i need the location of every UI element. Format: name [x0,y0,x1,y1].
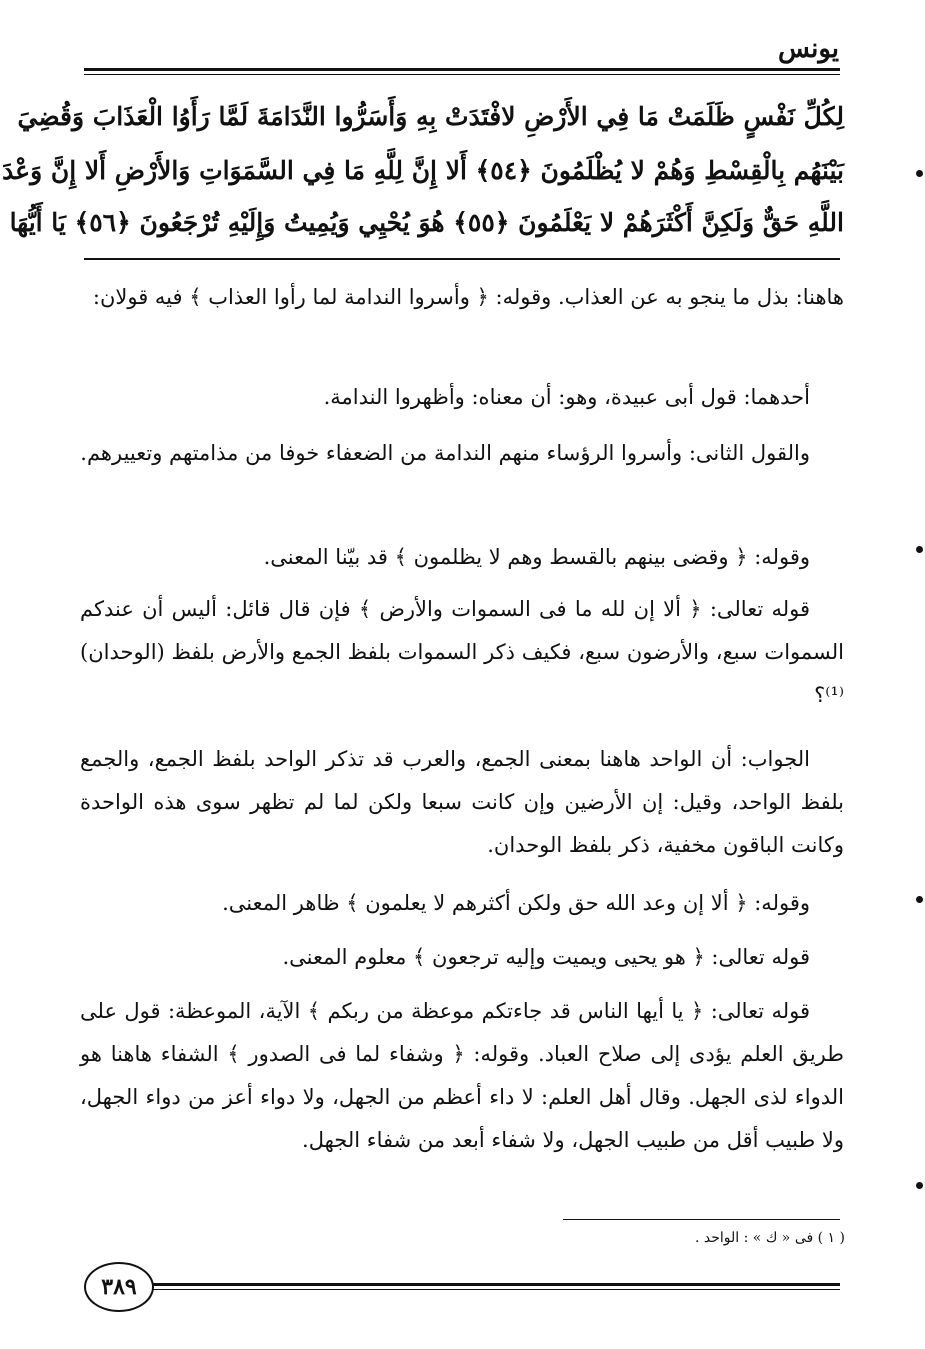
paragraph: والقول الثانى: وأسروا الرؤساء منهم الندامة من الضعفاء خوفا من مذامتهم وتعييرهم. [80,441,810,465]
footnote: ( ١ ) فى « ك » : الواحد . [695,1230,845,1246]
surah-title: يونس [777,34,839,64]
margin-dot [916,170,923,177]
paragraph: هاهنا: بذل ما ينجو به عن العذاب. وقوله: ﴿ وأسروا الندامة لما رأوا العذاب ﴾ فيه قولان: [92,285,844,309]
paragraph: وقوله: ﴿ ألا إن وعد الله حق ولكن أكثرهم لا يعلمون ﴾ ظاهر المعنى. [222,891,810,915]
paragraph: أحدهما: قول أبى عبيدة، وهو: أن معناه: وأظهروا الندامة. [323,385,810,409]
paragraph: قوله تعالى: ﴿ ألا إن لله ما فى السموات والأرض ﴾ فإن قال قائل: أليس أن عندكم السموات سبع، والأرضون سبع، فكيف ذكر السموات بلفظ الجمع والأرض بلفظ (الوحدان)⁽¹⁾؟ [80,597,844,707]
paragraph: وقوله: ﴿ وقضى بينهم بالقسط وهم لا يظلمون ﴾ قد بيّنا المعنى. [263,545,810,569]
footnote-rule [563,1219,840,1220]
paragraph: الجواب: أن الواحد هاهنا بمعنى الجمع، والعرب قد تذكر الواحد بلفظ الجمع، والجمع بلفظ الواحد، وقيل: إن الأرضين وإن كانت سبعا ولكن لما لم تظهر سوى هذه الواحدة وكانت الباقون مخفية، ذكر بلفظ الوحدان. [80,747,844,857]
footer-rule-thin [150,1289,840,1290]
quran-line-2: بَيْنَهُم بِالْقِسْطِ وَهُمْ لا يُظْلَمُونَ ﴿٥٤﴾ أَلا إِنَّ لِلَّهِ مَا فِي السَّمَوَاتِ وَالأَرْضِ أَلا إِنَّ وَعْدَ [2,156,844,185]
quran-line-1: لِكُلِّ نَفْسٍ ظَلَمَتْ مَا فِي الأَرْضِ لافْتَدَتْ بِهِ وَأَسَرُّوا النَّدَامَةَ لَمَّا رَأَوُا الْعَذَابَ وَقُضِيَ [17,102,844,131]
quran-line-3: اللَّهِ حَقٌّ وَلَكِنَّ أَكْثَرَهُمْ لا يَعْلَمُونَ ﴿٥٥﴾ هُوَ يُحْيِي وَيُمِيتُ وَإِلَيْهِ تُرْجَعُونَ ﴿٥٦﴾ يَا أَيُّهَا [9,208,844,237]
margin-dot [916,1182,923,1189]
quran-separator-rule [84,258,840,260]
header-rule-thin [84,74,840,75]
margin-dot [916,896,923,903]
paragraph: قوله تعالى: ﴿ يا أيها الناس قد جاءتكم موعظة من ربكم ﴾ الآية، الموعظة: قول على طريق العلم يؤدى إلى صلاح العباد. وقوله: ﴿ وشفاء لما فى الصدور ﴾ الشفاء هاهنا هو الدواء لذى الجهل. وقال أهل العلم: لا داء أعظم من الجهل، ولا دواء أعز من دواء الجهل، ولا طبيب أقل من طبيب الجهل، ولا شفاء أبعد من شفاء الجهل. [80,999,844,1152]
footer-rule-thick [150,1283,840,1286]
header-rule-thick [84,68,840,71]
page-number-frame [84,1262,154,1312]
paragraph: قوله تعالى: ﴿ هو يحيى ويميت وإليه ترجعون ﴾ معلوم المعنى. [282,945,810,969]
page-number: ٣٨٩ [101,1274,137,1300]
margin-dot [916,546,923,553]
